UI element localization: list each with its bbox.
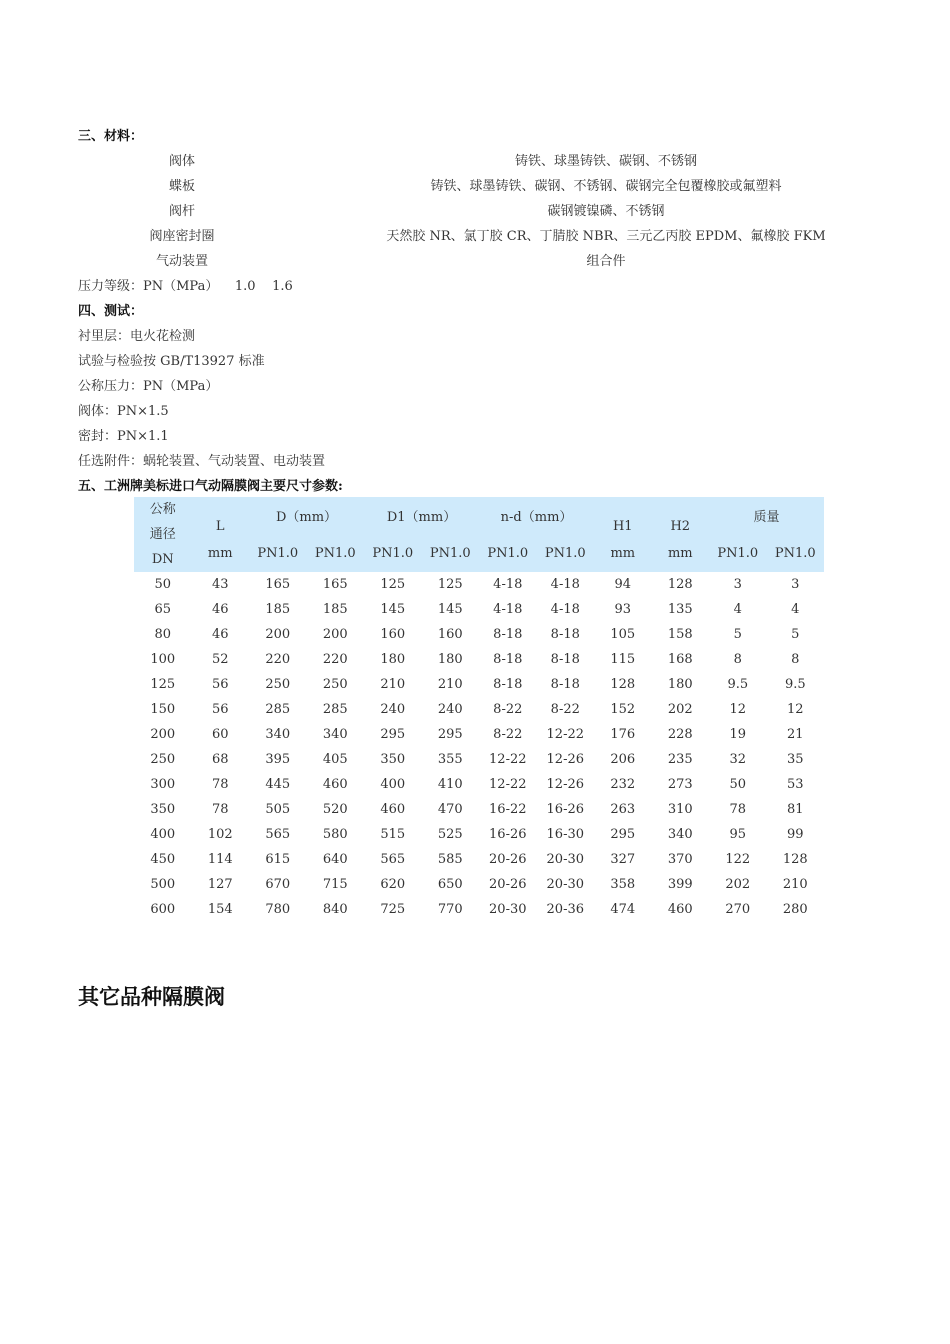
material-value: 铸铁、球墨铸铁、碳钢、不锈钢、碳钢完全包覆橡胶或氟塑料 [430,179,782,194]
table-cell: 350 [150,802,176,817]
testing-line: 密封：PN×1.1 [78,429,169,444]
header-h2: H2 [652,497,710,534]
table-cell: 125 [150,677,176,692]
table-cell: 350 [380,752,406,767]
table-cell: 460 [667,902,693,917]
table-cell: 395 [265,752,291,767]
table-cell: 93 [614,602,632,617]
table-cell: 128 [610,677,636,692]
header-dn [134,497,192,572]
table-cell: 8-18 [493,677,523,692]
table-cell: 180 [667,677,693,692]
table-cell: 46 [211,602,229,617]
table-cell: 4-18 [493,577,523,592]
dimensions-table [134,497,824,922]
table-cell: 35 [787,752,804,767]
table-cell: 95 [729,827,747,842]
table-cell: 250 [322,677,348,692]
table-cell: 158 [667,627,693,642]
material-value: 组合件 [586,254,626,269]
table-cell: 600 [150,902,176,917]
table-cell: 4-18 [550,602,580,617]
table-cell: 4-18 [493,602,523,617]
material-row [78,227,838,247]
material-row [78,202,838,222]
header-pn: PN1.0 [709,534,767,572]
table-cell: 474 [610,902,636,917]
table-cell: 12-22 [489,752,527,767]
table-cell: 56 [211,702,229,717]
table-cell: 145 [380,602,406,617]
table-cell: 202 [667,702,693,717]
table-cell: 56 [211,677,229,692]
table-cell: 300 [150,777,176,792]
table-cell: 78 [211,777,229,792]
table-cell: 725 [380,902,406,917]
table-cell: 220 [322,652,348,667]
table-cell: 5 [733,627,742,642]
table-cell: 65 [154,602,172,617]
table-cell: 16-22 [489,802,527,817]
table-cell: 250 [150,752,176,767]
table-cell: 200 [322,627,348,642]
table-cell: 154 [207,902,233,917]
table-cell: 12-26 [546,752,585,767]
material-value: 碳钢镀镍磷、不锈钢 [547,204,665,219]
table-cell: 399 [667,877,693,892]
table-cell: 460 [380,802,406,817]
pressure-rating: 压力等级：PN（MPa） 1.0 1.6 [78,279,293,294]
table-cell: 165 [265,577,291,592]
table-cell: 152 [610,702,636,717]
table-cell: 81 [787,802,804,817]
table-cell: 185 [322,602,348,617]
table-cell: 20-30 [489,902,527,917]
table-cell: 3 [733,577,742,592]
table-cell: 400 [380,777,406,792]
table-cell: 80 [154,627,172,642]
table-cell: 525 [437,827,463,842]
table-cell: 128 [782,852,808,867]
table-cell: 150 [150,702,176,717]
table-cell: 135 [667,602,693,617]
table-cell: 295 [437,727,463,742]
table-cell: 12-26 [546,777,585,792]
testing-heading: 四、测试： [78,304,144,319]
table-cell: 240 [437,702,463,717]
table-cell: 20-30 [546,852,585,867]
table-cell: 445 [265,777,291,792]
material-name: 阀杆 [168,204,195,219]
table-cell: 128 [667,577,693,592]
table-cell: 3 [791,577,800,592]
header-pn: PN1.0 [767,534,825,572]
table-cell: 295 [380,727,406,742]
table-cell: 60 [211,727,229,742]
table-row [134,747,824,772]
table-cell: 210 [380,677,406,692]
table-cell: 16-30 [546,827,585,842]
table-cell: 8-22 [493,727,523,742]
table-cell: 4-18 [550,577,580,592]
table-row [134,697,824,722]
table-cell: 355 [437,752,463,767]
table-cell: 840 [322,902,348,917]
table-cell: 520 [322,802,348,817]
table-cell: 125 [437,577,463,592]
table-cell: 78 [729,802,747,817]
materials-heading: 三、材料： [78,129,144,144]
header-pn: PN1.0 [364,534,422,572]
table-cell: 8-18 [550,627,580,642]
table-cell: 19 [729,727,747,742]
table-cell: 232 [610,777,636,792]
table-cell: 12 [787,702,804,717]
material-name: 阀座密封圈 [149,229,215,244]
table-cell: 176 [610,727,636,742]
table-cell: 670 [265,877,291,892]
table-cell: 358 [610,877,636,892]
table-cell: 515 [380,827,406,842]
table-cell: 32 [729,752,747,767]
table-cell: 285 [265,702,291,717]
table-cell: 770 [437,902,463,917]
table-cell: 16-26 [489,827,527,842]
table-cell: 46 [211,627,229,642]
table-cell: 500 [150,877,176,892]
table-row [134,797,824,822]
table-cell: 210 [782,877,808,892]
table-cell: 206 [610,752,636,767]
table-cell: 12-22 [546,727,585,742]
material-value: 铸铁、球墨铸铁、碳钢、不锈钢 [514,154,697,169]
table-cell: 5 [791,627,800,642]
testing-line: 衬里层：电火花检测 [78,329,196,344]
testing-line: 任选附件：蜗轮装置、气动装置、电动装置 [78,454,326,469]
table-cell: 145 [437,602,463,617]
table-row [134,822,824,847]
table-cell: 50 [154,577,172,592]
table-cell: 210 [437,677,463,692]
table-body [134,572,824,922]
table-cell: 228 [667,727,693,742]
table-row [134,572,824,597]
table-cell: 9.5 [727,677,749,692]
table-cell: 200 [150,727,176,742]
header-mass: 质量 [709,497,824,534]
header-dn-line: 公称 [149,502,176,517]
header-d: D（mm） [249,497,364,534]
table-cell: 340 [265,727,291,742]
table-cell: 327 [610,852,636,867]
table-cell: 12-22 [489,777,527,792]
section-title: 其它品种隔膜阀 [78,985,225,1009]
header-pn: PN1.0 [249,534,307,572]
table-cell: 8 [791,652,800,667]
header-l: L [192,497,250,534]
table-cell: 43 [211,577,229,592]
testing-line: 阀体：PN×1.5 [78,404,169,419]
table-cell: 125 [380,577,406,592]
table-cell: 8-22 [550,702,580,717]
table-cell: 180 [380,652,406,667]
header-dn-line: DN [151,552,174,567]
table-cell: 370 [667,852,693,867]
table-cell: 565 [380,852,406,867]
table-cell: 240 [380,702,406,717]
table-cell: 250 [265,677,291,692]
table-cell: 780 [265,902,291,917]
table-cell: 460 [322,777,348,792]
table-cell: 200 [265,627,291,642]
header-d1: D1（mm） [364,497,479,534]
table-cell: 650 [437,877,463,892]
table-cell: 114 [207,852,233,867]
table-cell: 21 [787,727,804,742]
table-cell: 8-22 [493,702,523,717]
table-cell: 505 [265,802,291,817]
table-cell: 615 [265,852,291,867]
header-pn: PN1.0 [479,534,537,572]
table-cell: 450 [150,852,176,867]
table-cell: 127 [207,877,233,892]
table-cell: 340 [322,727,348,742]
material-name: 气动装置 [155,254,208,269]
header-pn: PN1.0 [307,534,365,572]
testing-line: 试验与检验按 GB/T13927 标准 [78,354,265,369]
table-cell: 263 [610,802,636,817]
table-cell: 20-26 [489,877,527,892]
table-cell: 8 [733,652,742,667]
table-cell: 50 [729,777,747,792]
table-cell: 9.5 [784,677,806,692]
table-cell: 94 [614,577,632,592]
table-row [134,722,824,747]
table-cell: 295 [610,827,636,842]
table-cell: 160 [380,627,406,642]
table-cell: 585 [437,852,463,867]
table-cell: 285 [322,702,348,717]
header-unit: mm [594,534,652,572]
table-cell: 20-26 [489,852,527,867]
table-cell: 8-18 [550,677,580,692]
table-cell: 68 [211,752,229,767]
table-cell: 273 [667,777,693,792]
table-cell: 102 [207,827,233,842]
dimensions-heading: 五、工洲牌美标进口气动隔膜阀主要尺寸参数: [78,479,343,494]
table-cell: 100 [150,652,176,667]
table-cell: 270 [725,902,751,917]
material-row [78,177,838,197]
table-cell: 4 [733,602,742,617]
table-row [134,897,824,922]
table-row [134,647,824,672]
table-cell: 53 [787,777,804,792]
header-nd: n-d（mm） [479,497,594,534]
table-row [134,597,824,622]
table-cell: 4 [791,602,800,617]
table-cell: 400 [150,827,176,842]
table-cell: 12 [729,702,747,717]
table-cell: 185 [265,602,291,617]
material-name: 阀体 [168,154,195,169]
table-cell: 20-36 [546,902,585,917]
table-cell: 565 [265,827,291,842]
table-cell: 115 [610,652,636,667]
table-cell: 165 [322,577,348,592]
table-row [134,672,824,697]
table-cell: 235 [667,752,693,767]
material-name: 蝶板 [168,179,195,194]
table-cell: 580 [322,827,348,842]
material-row [78,252,838,272]
table-cell: 280 [782,902,808,917]
table-cell: 640 [322,852,348,867]
table-cell: 410 [437,777,463,792]
table-cell: 340 [667,827,693,842]
table-cell: 8-18 [493,627,523,642]
table-cell: 470 [437,802,463,817]
table-cell: 16-26 [546,802,585,817]
table-row [134,772,824,797]
table-row [134,847,824,872]
table-cell: 78 [211,802,229,817]
table-cell: 620 [380,877,406,892]
header-h1: H1 [594,497,652,534]
table-cell: 8-18 [550,652,580,667]
table-row [134,622,824,647]
table-cell: 180 [437,652,463,667]
table-cell: 8-18 [493,652,523,667]
table-cell: 160 [437,627,463,642]
table-cell: 122 [725,852,751,867]
header-unit: mm [192,534,250,572]
header-dn-line: 通径 [149,527,176,542]
header-pn: PN1.0 [422,534,480,572]
header-unit: mm [652,534,710,572]
table-cell: 20-30 [546,877,585,892]
header-pn: PN1.0 [537,534,595,572]
table-row [134,872,824,897]
table-cell: 715 [322,877,348,892]
testing-line: 公称压力：PN（MPa） [78,379,219,394]
material-value: 天然胶 NR、氯丁胶 CR、丁腈胶 NBR、三元乙丙胶 EPDM、氟橡胶 FKM [386,229,826,244]
table-cell: 168 [667,652,693,667]
material-row [78,152,838,172]
table-cell: 405 [322,752,348,767]
table-cell: 220 [265,652,291,667]
table-cell: 52 [211,652,229,667]
table-cell: 202 [725,877,751,892]
table-cell: 105 [610,627,636,642]
table-cell: 310 [667,802,693,817]
table-cell: 99 [787,827,804,842]
